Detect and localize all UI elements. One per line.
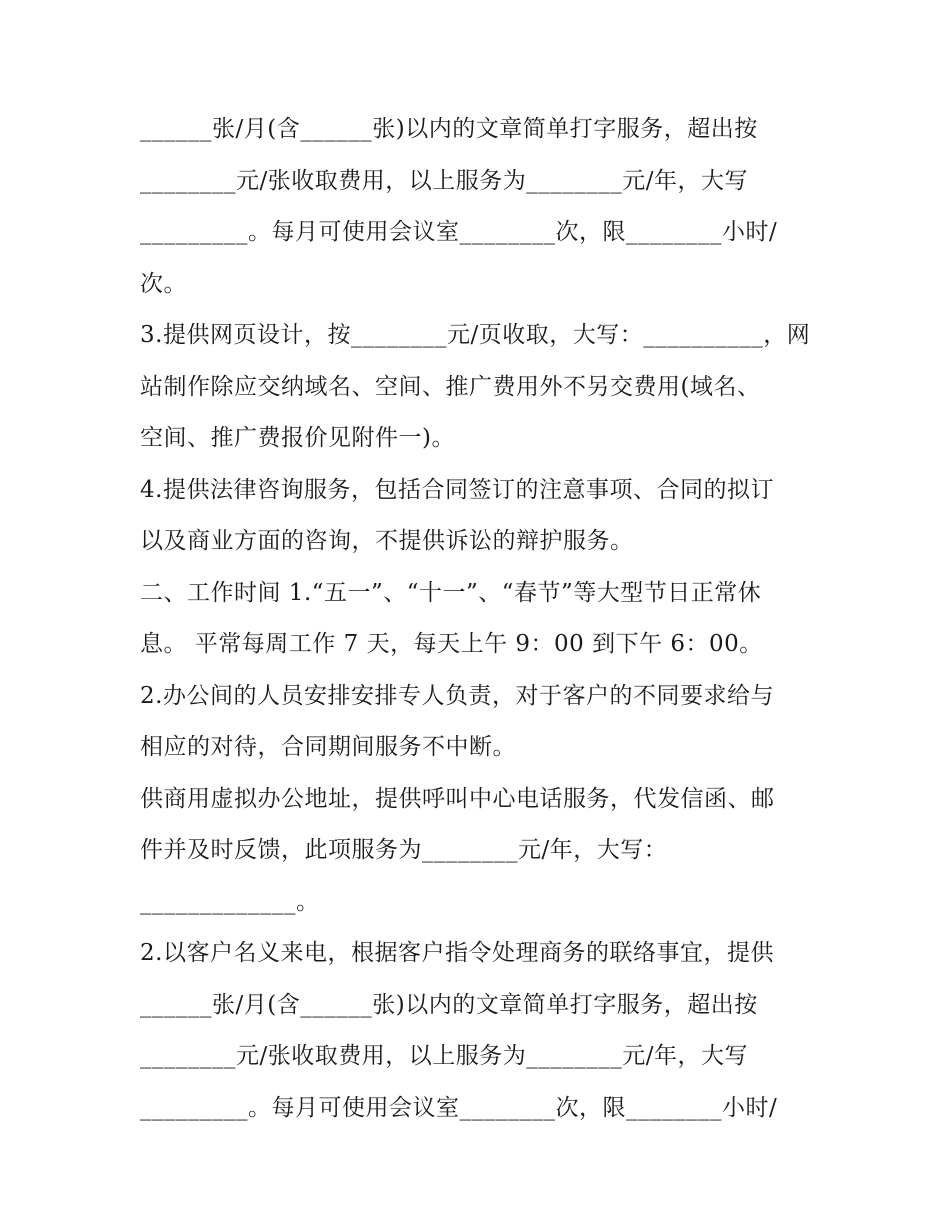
text-line: ________元/张收取费用，以上服务为________元/年，大写 [140, 1043, 748, 1069]
text-line: 站制作除应交纳域名、空间、推广费用外不另交费用(域名、 [140, 373, 761, 400]
text-line: ________元/张收取费用，以上服务为________元/年，大写 [140, 167, 748, 194]
text-line: 2.以客户名义来电，根据客户指令处理商务的联络事宜，提供 [140, 940, 774, 966]
text-line: _________。每月可使用会议室________次，限________小时/ [140, 1094, 778, 1121]
text-line: ______张/月(含______张)以内的文章简单打字服务，超出按 [140, 116, 758, 142]
text-line: _________。每月可使用会议室________次，限________小时/ [140, 219, 778, 245]
text-line: 相应的对待，合同期间服务不中断。 [140, 734, 516, 760]
text-line: ______张/月(含______张)以内的文章简单打字服务，超出按 [140, 991, 758, 1018]
text-line: _____________。 [140, 888, 320, 915]
text-line: 4.提供法律咨询服务，包括合同签订的注意事项、合同的拟订 [140, 476, 774, 503]
text-line: 3.提供网页设计，按________元/页收取，大写：__________，网 [140, 322, 811, 348]
document-body [140, 104, 820, 1134]
text-line: 次。 [140, 270, 187, 297]
text-line: 空间、推广费报价见附件一)。 [140, 425, 455, 451]
text-line: 二、工作时间 1.“五一”、“十一”、“春节”等大型节日正常休 [140, 579, 762, 606]
text-line: 2.办公间的人员安排安排专人负责，对于客户的不同要求给与 [140, 682, 774, 709]
text-line: 供商用虚拟办公地址，提供呼叫中心电话服务，代发信函、邮 [140, 785, 775, 812]
text-line: 件并及时反馈，此项服务为________元/年，大写： [140, 837, 668, 863]
text-line: 以及商业方面的咨询，不提供诉讼的辩护服务。 [140, 528, 634, 554]
text-line: 息。 平常每周工作 7 天，每天上午 9：00 到下午 6：00。 [140, 631, 763, 657]
